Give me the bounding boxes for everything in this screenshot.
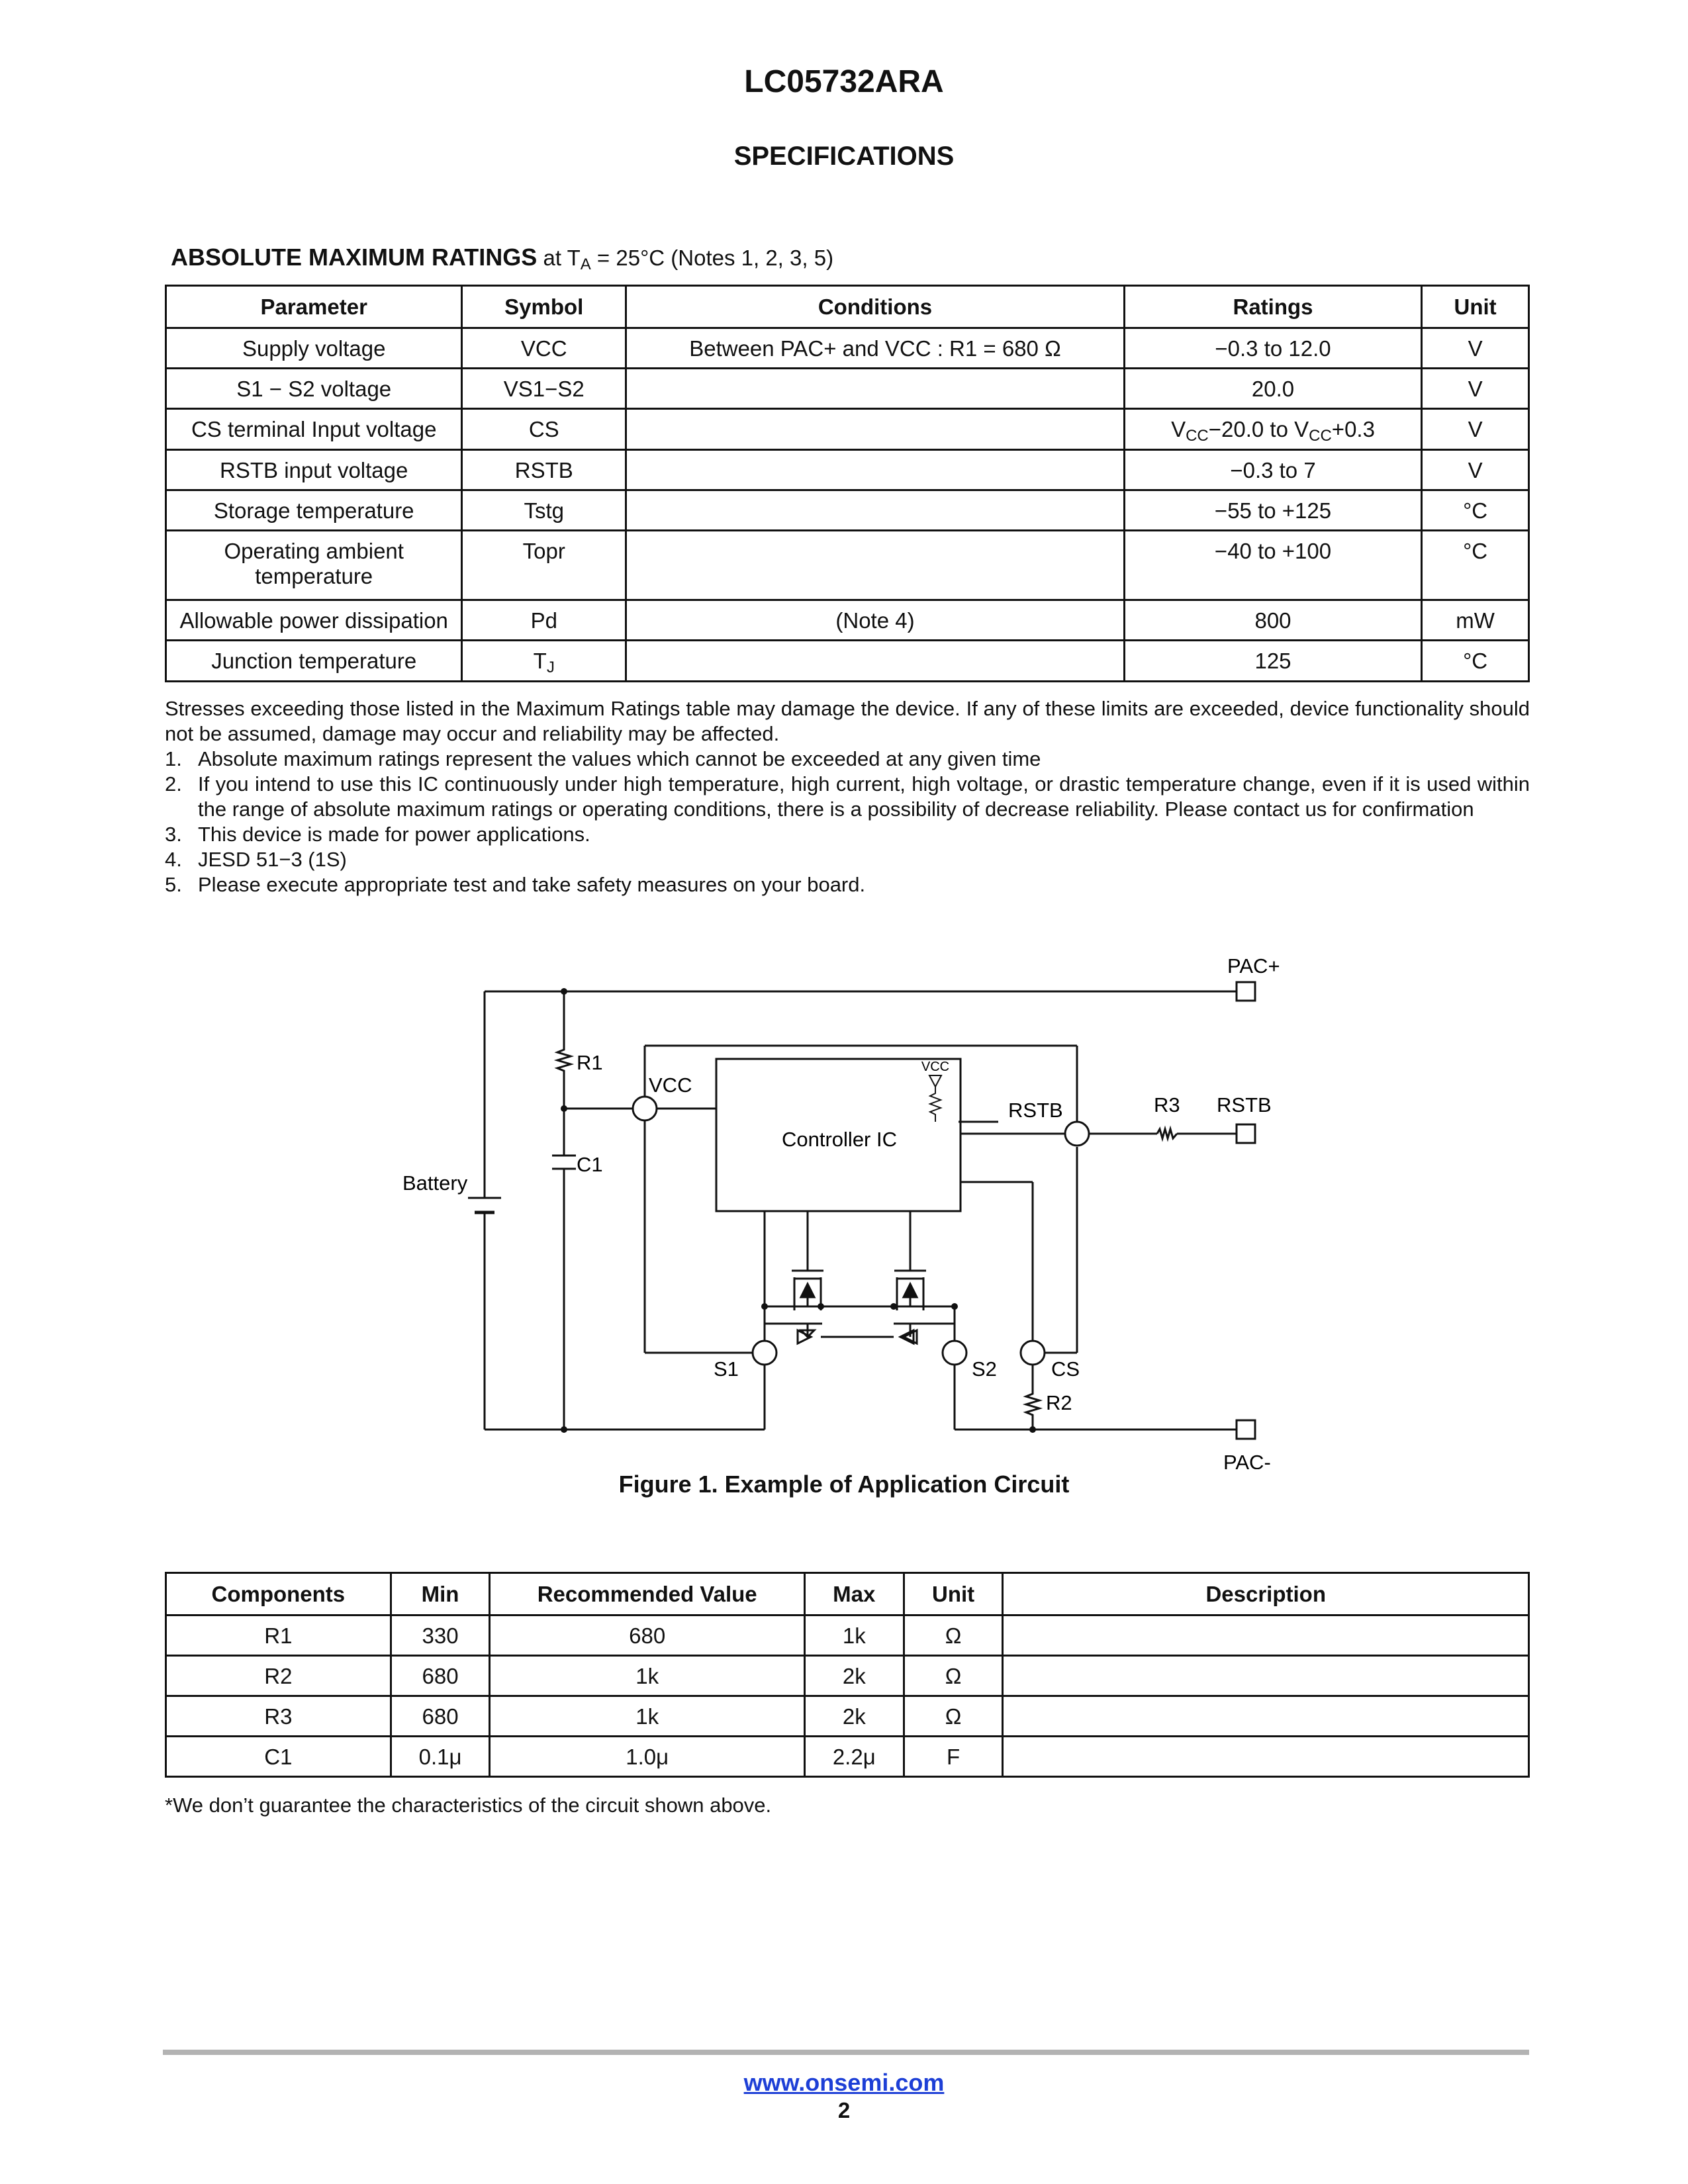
- table-row: [166, 369, 1529, 409]
- note-text: Please execute appropriate test and take safety measures on your board.: [198, 873, 866, 896]
- ratings-part: +0.3: [1331, 417, 1375, 441]
- unit-cell: °C: [1422, 531, 1529, 600]
- table-header-row: [166, 286, 1529, 328]
- conditions-cell: (Note 4): [626, 600, 1125, 641]
- parameter-cell: S1 − S2 voltage: [166, 369, 462, 409]
- ratings-cell: −0.3 to 7: [1124, 450, 1421, 490]
- parameter-cell: Allowable power dissipation: [166, 600, 462, 641]
- amr-heading-at: at T: [543, 246, 581, 270]
- table-row: [166, 641, 1529, 682]
- symbol-part: T: [533, 649, 547, 673]
- amr-heading-sub: A: [580, 255, 591, 273]
- unit-cell: V: [1422, 409, 1529, 450]
- list-item: [165, 822, 1530, 847]
- list-item: [165, 747, 1530, 772]
- unit-cell: V: [1422, 328, 1529, 369]
- note-text: This device is made for power applications.: [198, 823, 590, 846]
- unit-cell: °C: [1422, 641, 1529, 682]
- controller-ic-label: Controller IC: [782, 1128, 897, 1151]
- body-diode-2-icon: [900, 1330, 914, 1343]
- max-cell: 2k: [804, 1656, 904, 1696]
- min-cell: 0.1μ: [391, 1737, 490, 1777]
- vcc-pin-icon: [633, 1097, 657, 1120]
- application-circuit-diagram: [0, 940, 1688, 1469]
- absolute-maximum-ratings-table: [165, 285, 1530, 682]
- table-row: [166, 1696, 1529, 1737]
- circuit-disclaimer: *We don’t guarantee the characteristics of the circuit shown above.: [165, 1794, 772, 1817]
- parameter-cell: CS terminal Input voltage: [166, 409, 462, 450]
- battery-label: Battery: [402, 1171, 468, 1195]
- table-row: [166, 600, 1529, 641]
- table-row: [166, 450, 1529, 490]
- amr-heading: [171, 244, 833, 274]
- column-header: Min: [391, 1573, 490, 1615]
- ratings-part: −20.0 to V: [1208, 417, 1309, 441]
- parameter-cell: RSTB input voltage: [166, 450, 462, 490]
- figure-caption: Figure 1. Example of Application Circuit: [618, 1471, 1070, 1498]
- description-cell: [1003, 1656, 1529, 1696]
- components-table: [165, 1572, 1530, 1778]
- ratings-cell: [1124, 409, 1421, 450]
- max-cell: 2.2μ: [804, 1737, 904, 1777]
- internal-vcc-label: VCC: [921, 1060, 950, 1074]
- unit-cell: Ω: [904, 1696, 1003, 1737]
- conditions-cell: [626, 490, 1125, 531]
- recommended-cell: 1.0μ: [490, 1737, 804, 1777]
- column-header: Ratings: [1124, 286, 1421, 328]
- description-cell: [1003, 1696, 1529, 1737]
- ratings-cell: 800: [1124, 600, 1421, 641]
- max-cell: 2k: [804, 1696, 904, 1737]
- column-header: Unit: [1422, 286, 1529, 328]
- min-cell: 330: [391, 1615, 490, 1656]
- r2-label: R2: [1046, 1391, 1072, 1414]
- unit-cell: F: [904, 1737, 1003, 1777]
- symbol-cell: VS1−S2: [462, 369, 626, 409]
- rstb-terminal-icon: [1237, 1124, 1255, 1143]
- column-header: Max: [804, 1573, 904, 1615]
- stress-note: Stresses exceeding those listed in the Maximum Ratings table may damage the device. If any of these limits are exceeded, device functionality should not be assumed, damage may occur and reliability may be affected.: [165, 697, 1530, 745]
- pac-plus-terminal-icon: [1237, 982, 1255, 1001]
- min-cell: 680: [391, 1656, 490, 1696]
- c1-label: C1: [577, 1153, 603, 1176]
- note-number: 2.: [165, 772, 182, 796]
- conditions-cell: [626, 409, 1125, 450]
- note-number: 3.: [165, 823, 182, 846]
- table-row: [166, 1737, 1529, 1777]
- note-number: 1.: [165, 747, 182, 770]
- amr-heading-rest: = 25°C (Notes 1, 2, 3, 5): [590, 246, 834, 270]
- note-text: JESD 51−3 (1S): [198, 848, 347, 871]
- pac-minus-terminal-icon: [1237, 1420, 1255, 1439]
- symbol-cell: VCC: [462, 328, 626, 369]
- component-cell: R2: [166, 1656, 391, 1696]
- recommended-cell: 1k: [490, 1696, 804, 1737]
- unit-cell: Ω: [904, 1615, 1003, 1656]
- column-header: Conditions: [626, 286, 1125, 328]
- footer-website-link[interactable]: www.onsemi.com: [743, 2069, 945, 2096]
- table-row: [166, 531, 1529, 600]
- note-text: Absolute maximum ratings represent the values which cannot be exceeded at any given time: [198, 747, 1041, 770]
- ratings-cell: 20.0: [1124, 369, 1421, 409]
- internal-pullup-resistor-icon: [930, 1087, 941, 1122]
- component-cell: R3: [166, 1696, 391, 1737]
- parameter-cell: Supply voltage: [166, 328, 462, 369]
- section-title: SPECIFICATIONS: [733, 142, 955, 171]
- unit-cell: V: [1422, 369, 1529, 409]
- cs-label: CS: [1051, 1357, 1080, 1381]
- table-row: [166, 490, 1529, 531]
- document-title: LC05732ARA: [744, 64, 944, 99]
- list-item: [165, 847, 1530, 872]
- unit-cell: °C: [1422, 490, 1529, 531]
- r1-label: R1: [577, 1051, 603, 1074]
- table-row: [166, 1656, 1529, 1696]
- table-header-row: [166, 1573, 1529, 1615]
- conditions-cell: [626, 450, 1125, 490]
- min-cell: 680: [391, 1696, 490, 1737]
- internal-vcc-arrow-icon: [929, 1075, 941, 1087]
- notes-section: [165, 696, 1530, 897]
- column-header: Symbol: [462, 286, 626, 328]
- mosfet-1-icon: [792, 1271, 823, 1337]
- symbol-cell: [462, 641, 626, 682]
- rstb-pin-icon: [1065, 1122, 1089, 1146]
- ratings-cell: −40 to +100: [1124, 531, 1421, 600]
- ratings-sub: CC: [1186, 427, 1209, 445]
- r2-resistor-icon: [1026, 1390, 1039, 1418]
- cs-pin-icon: [1021, 1341, 1045, 1365]
- r1-resistor-icon: [557, 1046, 571, 1075]
- symbol-sub: J: [546, 659, 555, 676]
- recommended-cell: 1k: [490, 1656, 804, 1696]
- parameter-cell: Junction temperature: [166, 641, 462, 682]
- pac-plus-label: PAC+: [1227, 954, 1280, 978]
- table-row: [166, 328, 1529, 369]
- notes-list: [165, 747, 1530, 897]
- max-cell: 1k: [804, 1615, 904, 1656]
- symbol-cell: CS: [462, 409, 626, 450]
- ratings-cell: 125: [1124, 641, 1421, 682]
- symbol-cell: Pd: [462, 600, 626, 641]
- note-text: If you intend to use this IC continuously under high temperature, high current, high voltage, or drastic temperature change, even if it is used within the range of absolute maximum ratings or operating conditions, there is a possibility of decrease reliability. Please contact us for confirmation: [198, 772, 1530, 821]
- rstb-pin-label: RSTB: [1008, 1099, 1063, 1122]
- s1-label: S1: [714, 1357, 739, 1381]
- parameter-line: temperature: [255, 564, 373, 588]
- column-header: Recommended Value: [490, 1573, 804, 1615]
- symbol-cell: Topr: [462, 531, 626, 600]
- parameter-line: Operating ambient: [224, 539, 404, 563]
- ratings-cell: −55 to +125: [1124, 490, 1421, 531]
- conditions-cell: [626, 369, 1125, 409]
- note-number: 4.: [165, 848, 182, 871]
- component-cell: C1: [166, 1737, 391, 1777]
- list-item: [165, 872, 1530, 897]
- component-cell: R1: [166, 1615, 391, 1656]
- column-header: Unit: [904, 1573, 1003, 1615]
- column-header: Description: [1003, 1573, 1529, 1615]
- parameter-cell: [166, 531, 462, 600]
- s2-pin-icon: [943, 1341, 966, 1365]
- unit-cell: V: [1422, 450, 1529, 490]
- ratings-cell: −0.3 to 12.0: [1124, 328, 1421, 369]
- pac-minus-label: PAC-: [1223, 1451, 1271, 1469]
- amr-heading-bold: ABSOLUTE MAXIMUM RATINGS: [171, 244, 538, 271]
- page-number: 2: [837, 2098, 851, 2122]
- symbol-cell: Tstg: [462, 490, 626, 531]
- r3-label: R3: [1154, 1093, 1180, 1116]
- table-row: [166, 1615, 1529, 1656]
- column-header: Parameter: [166, 286, 462, 328]
- unit-cell: Ω: [904, 1656, 1003, 1696]
- table-row: [166, 409, 1529, 450]
- s1-pin-icon: [753, 1341, 776, 1365]
- column-header: Components: [166, 1573, 391, 1615]
- r3-resistor-icon: [1157, 1129, 1177, 1138]
- conditions-cell: Between PAC+ and VCC : R1 = 680 Ω: [626, 328, 1125, 369]
- note-number: 5.: [165, 873, 182, 896]
- unit-cell: mW: [1422, 600, 1529, 641]
- s2-label: S2: [972, 1357, 997, 1381]
- list-item: [165, 772, 1530, 822]
- description-cell: [1003, 1737, 1529, 1777]
- parameter-cell: Storage temperature: [166, 490, 462, 531]
- footer-divider: [163, 2050, 1529, 2055]
- conditions-cell: [626, 531, 1125, 600]
- ratings-sub: CC: [1309, 427, 1332, 445]
- rstb-terminal-label: RSTB: [1217, 1093, 1272, 1116]
- description-cell: [1003, 1615, 1529, 1656]
- conditions-cell: [626, 641, 1125, 682]
- symbol-cell: RSTB: [462, 450, 626, 490]
- vcc-pin-label: VCC: [649, 1073, 692, 1097]
- recommended-cell: 680: [490, 1615, 804, 1656]
- ratings-part: V: [1171, 417, 1186, 441]
